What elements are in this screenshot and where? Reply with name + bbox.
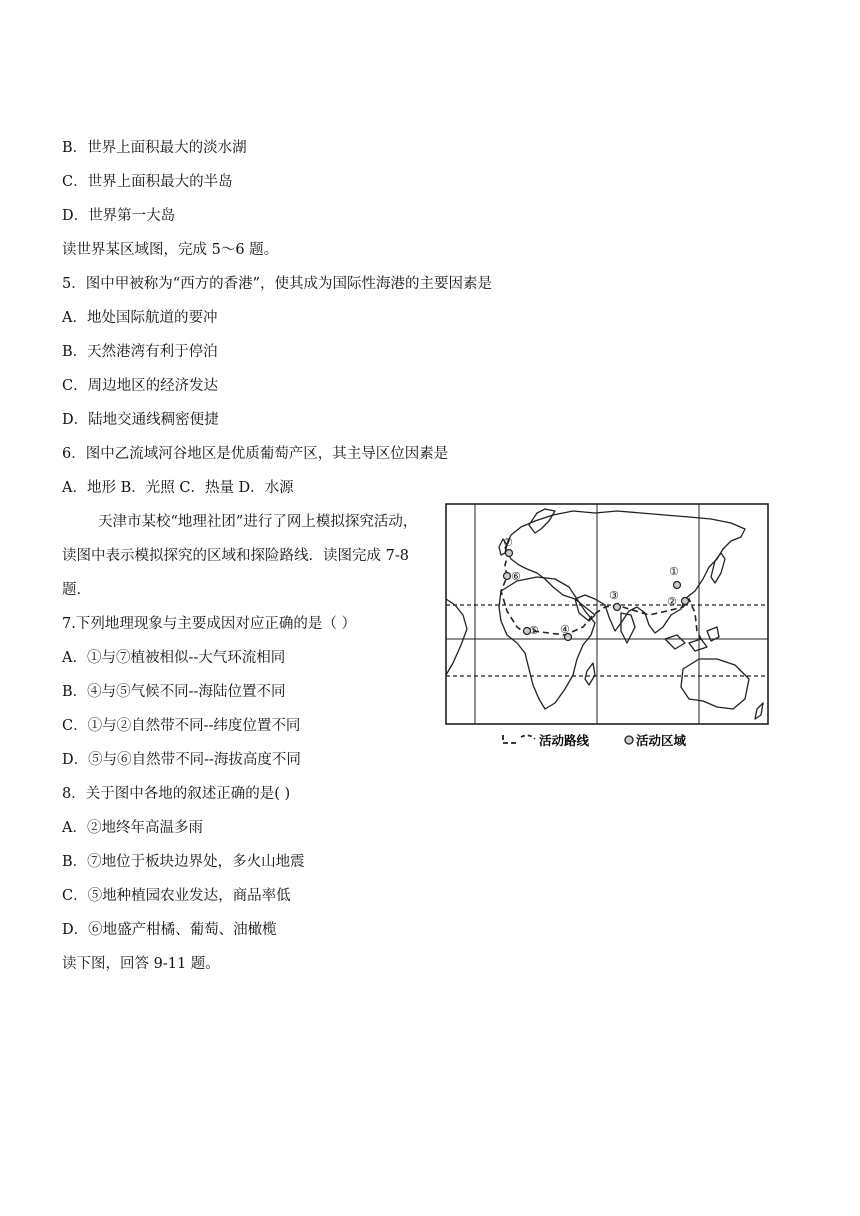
q6-options: A．地形 B．光照 C．热量 D．水源 xyxy=(62,480,294,496)
q8-option-a: A．②地终年高温多雨 xyxy=(62,820,203,836)
marker-7-dot xyxy=(506,550,513,557)
q5-option-b: B．天然港湾有利于停泊 xyxy=(62,344,218,360)
map-legend xyxy=(503,733,687,748)
q7-option-d: D．⑤与⑥自然带不同--海拔高度不同 xyxy=(62,752,301,768)
q8-option-d: D．⑥地盛产柑橘、葡萄、油橄榄 xyxy=(62,922,277,938)
marker-6-dot xyxy=(504,573,511,580)
option-b-freshwater-lake: B．世界上面积最大的淡水湖 xyxy=(62,140,247,156)
marker-3-dot xyxy=(614,604,621,611)
passage-line-1: 天津市某校“地理社团”进行了网上模拟探究活动， xyxy=(98,514,418,530)
instruction-9-11: 读下图，回答 9-11 题。 xyxy=(62,956,220,972)
question-5: 5．图中甲被称为“西方的香港”，使其成为国际性海港的主要因素是 xyxy=(62,276,493,292)
question-6: 6．图中乙流域河谷地区是优质葡萄产区，其主导区位因素是 xyxy=(62,446,449,462)
instruction-5-6: 读世界某区域图，完成 5～6 题。 xyxy=(62,242,279,258)
q7-option-b: B．④与⑤气候不同--海陆位置不同 xyxy=(62,684,286,700)
question-7: 7.下列地理现象与主要成因对应正确的是（ ） xyxy=(62,616,356,632)
world-map-figure xyxy=(445,503,769,755)
marker-3-label: ③ xyxy=(609,589,619,602)
passage-line-2: 读图中表示模拟探究的区域和探险路线．读图完成 7-8 xyxy=(62,548,409,564)
legend-area-label: 活动区域 xyxy=(636,733,687,748)
marker-7-label: ⑦ xyxy=(503,536,513,549)
option-d-island: D．世界第一大岛 xyxy=(62,208,176,224)
q7-option-c: C．①与②自然带不同--纬度位置不同 xyxy=(62,718,301,734)
marker-1-dot xyxy=(674,582,681,589)
option-c-peninsula: C．世界上面积最大的半岛 xyxy=(62,174,233,190)
marker-1-label: ① xyxy=(669,565,679,578)
legend-route-symbol xyxy=(503,735,517,743)
marker-5-label: ⑤ xyxy=(529,624,539,637)
question-8: 8．关于图中各地的叙述正确的是( ) xyxy=(62,786,291,802)
q5-option-d: D．陆地交通线稠密便捷 xyxy=(62,412,219,428)
q5-option-a: A．地处国际航道的要冲 xyxy=(62,310,218,326)
marker-6-label: ⑥ xyxy=(511,570,521,583)
marker-2-dot xyxy=(682,598,689,605)
q8-option-b: B．⑦地位于板块边界处，多火山地震 xyxy=(62,854,305,870)
q7-option-a: A．①与⑦植被相似--大气环流相同 xyxy=(62,650,286,666)
legend-route-label: 活动路线 xyxy=(539,733,590,748)
q8-option-c: C．⑤地种植园农业发达，商品率低 xyxy=(62,888,291,904)
q5-option-c: C．周边地区的经济发达 xyxy=(62,378,219,394)
marker-4-label: ④ xyxy=(560,623,570,636)
legend-area-symbol xyxy=(625,736,633,744)
passage-line-3: 题． xyxy=(62,582,91,598)
marker-2-label: ② xyxy=(667,595,677,608)
map-frame xyxy=(446,504,768,724)
